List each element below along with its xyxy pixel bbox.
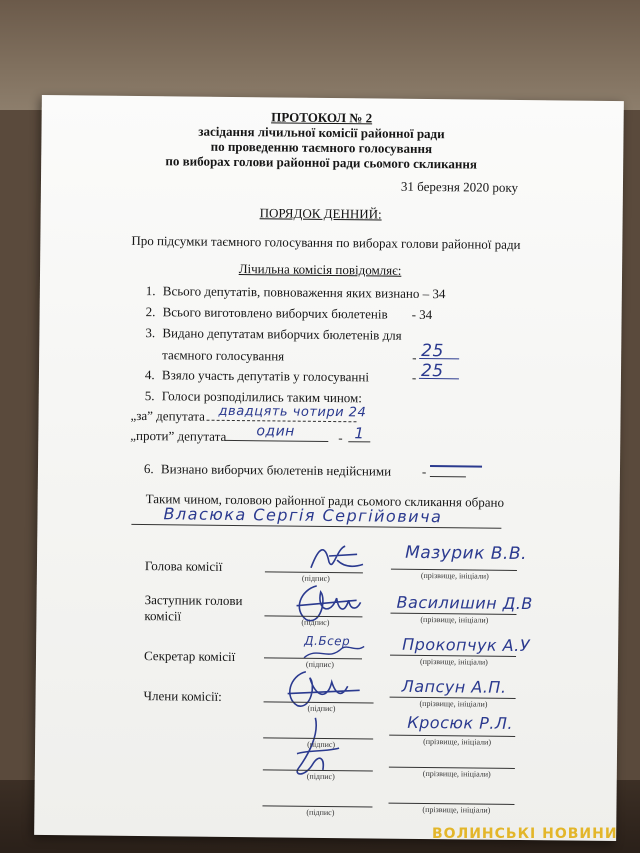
- item-3-handwritten-value: 25: [421, 340, 444, 362]
- document-subtitle-3: по виборах голови районної ради сьомого скликання: [165, 153, 478, 172]
- item-1-text: Всього депутатів, повноваження яких визнано – 34: [162, 283, 446, 302]
- member-4-signature-caption: (підпис): [306, 807, 335, 818]
- member-2-signature-caption: (підпис): [307, 739, 336, 750]
- role-chairman-label: Голова комісії: [144, 558, 223, 574]
- document-subtitle-1: засідання лічильної комісії районної ради: [198, 123, 445, 142]
- table-background-top: [0, 0, 640, 110]
- item-4-handwritten-value: 25: [420, 360, 444, 382]
- watermark-logo: ВОЛИНСЬКІ НОВИНИ: [432, 826, 618, 842]
- secretary-name-caption: (прізвище, ініціали): [419, 656, 488, 667]
- votes-for-label: „за” депутата: [130, 407, 206, 424]
- chairman-name-handwritten: Мазурик В.В.: [405, 542, 528, 565]
- item-6-dash: -: [421, 463, 427, 480]
- document-subtitle-2: по проведенню таємного голосування: [210, 138, 433, 157]
- agenda-item: Про підсумки таємного голосування по виборах голови районної ради: [131, 232, 521, 252]
- votes-against-label: „проти” депутата: [130, 427, 227, 444]
- votes-for-handwritten: двадцять чотири 24: [218, 403, 367, 421]
- votes-against-handwritten: один: [256, 423, 295, 440]
- item-3-dash: -: [412, 349, 417, 365]
- deputy-name-handwritten: Василишин Д.В: [396, 592, 533, 614]
- item-4-dash: -: [411, 369, 417, 385]
- document-title: ПРОТОКОЛ № 2: [271, 109, 373, 126]
- item-6-handwritten-dash: [430, 465, 482, 468]
- conclusion-text: Таким чином, головою районної ради сьомого скликання обрано: [145, 491, 505, 510]
- member-2-name-handwritten: Кросюк Р.Л.: [407, 712, 514, 733]
- item-6-line: [430, 476, 466, 477]
- item-2-value: - 34: [411, 306, 433, 323]
- item-5-text: Голоси розподілились таким чином:: [161, 388, 363, 406]
- secretary-name-handwritten: Прокопчук А.У: [402, 634, 531, 656]
- item-2-text: Всього виготовлено виборчих бюлетенів: [162, 304, 388, 322]
- member-3-name-caption: (прізвище, ініціали): [422, 768, 491, 779]
- member-4-name-caption: (прізвище, ініціали): [422, 804, 491, 815]
- item-2-number: 2.: [145, 304, 156, 320]
- item-4-number: 4.: [144, 367, 155, 383]
- item-3-text: Видано депутатам виборчих бюлетенів для: [162, 325, 402, 343]
- votes-against-dash: -: [338, 430, 343, 446]
- votes-for-line: [206, 420, 356, 423]
- item-4-text: Взяло участь депутатів у голосуванні: [161, 367, 370, 385]
- item-5-number: 5.: [144, 388, 155, 404]
- votes-against-line: [224, 440, 328, 442]
- chairman-name-caption: (прізвище, ініціали): [420, 570, 489, 581]
- elected-candidate-handwritten: Власюка Сергія Сергійовича: [163, 504, 443, 527]
- secretary-signature-caption: (підпис): [305, 659, 335, 670]
- agenda-heading: ПОРЯДОК ДЕННИЙ:: [259, 205, 382, 222]
- deputy-signature-caption: (підпис): [301, 617, 330, 628]
- role-deputy-label: Заступник голови: [144, 592, 243, 609]
- item-3-text-continued: таємного голосування: [162, 347, 285, 364]
- reports-heading: Лічильна комісія повідомляє:: [238, 261, 402, 278]
- item-6-number: 6.: [143, 461, 154, 477]
- member-1-signature-caption: (підпис): [307, 703, 336, 714]
- votes-against-number-line: [348, 441, 370, 442]
- deputy-name-caption: (прізвище, ініціали): [420, 614, 489, 625]
- document-date: 31 березня 2020 року: [400, 178, 519, 195]
- member-1-name-caption: (прізвище, ініціали): [419, 698, 488, 709]
- member-3-signature-caption: (підпис): [306, 771, 335, 782]
- secretary-signature-handwritten: Д.Бсер: [304, 633, 351, 649]
- item-6-text: Визнано виборчих бюлетенів недійсними: [160, 461, 392, 479]
- role-members-label: Члени комісії:: [143, 688, 222, 704]
- chairman-signature-caption: (підпис): [301, 573, 330, 584]
- role-secretary-label: Секретар комісії: [143, 648, 236, 665]
- chairman-signature-icon: [307, 538, 367, 577]
- role-deputy-label-continued: комісії: [144, 608, 182, 624]
- item-3-number: 3.: [145, 325, 156, 341]
- protocol-document: [34, 95, 624, 841]
- votes-against-number-handwritten: 1: [354, 424, 365, 443]
- member-2-name-caption: (прізвище, ініціали): [423, 737, 492, 747]
- item-1-number: 1.: [145, 283, 156, 299]
- member-1-name-handwritten: Лапсун А.П.: [401, 676, 507, 697]
